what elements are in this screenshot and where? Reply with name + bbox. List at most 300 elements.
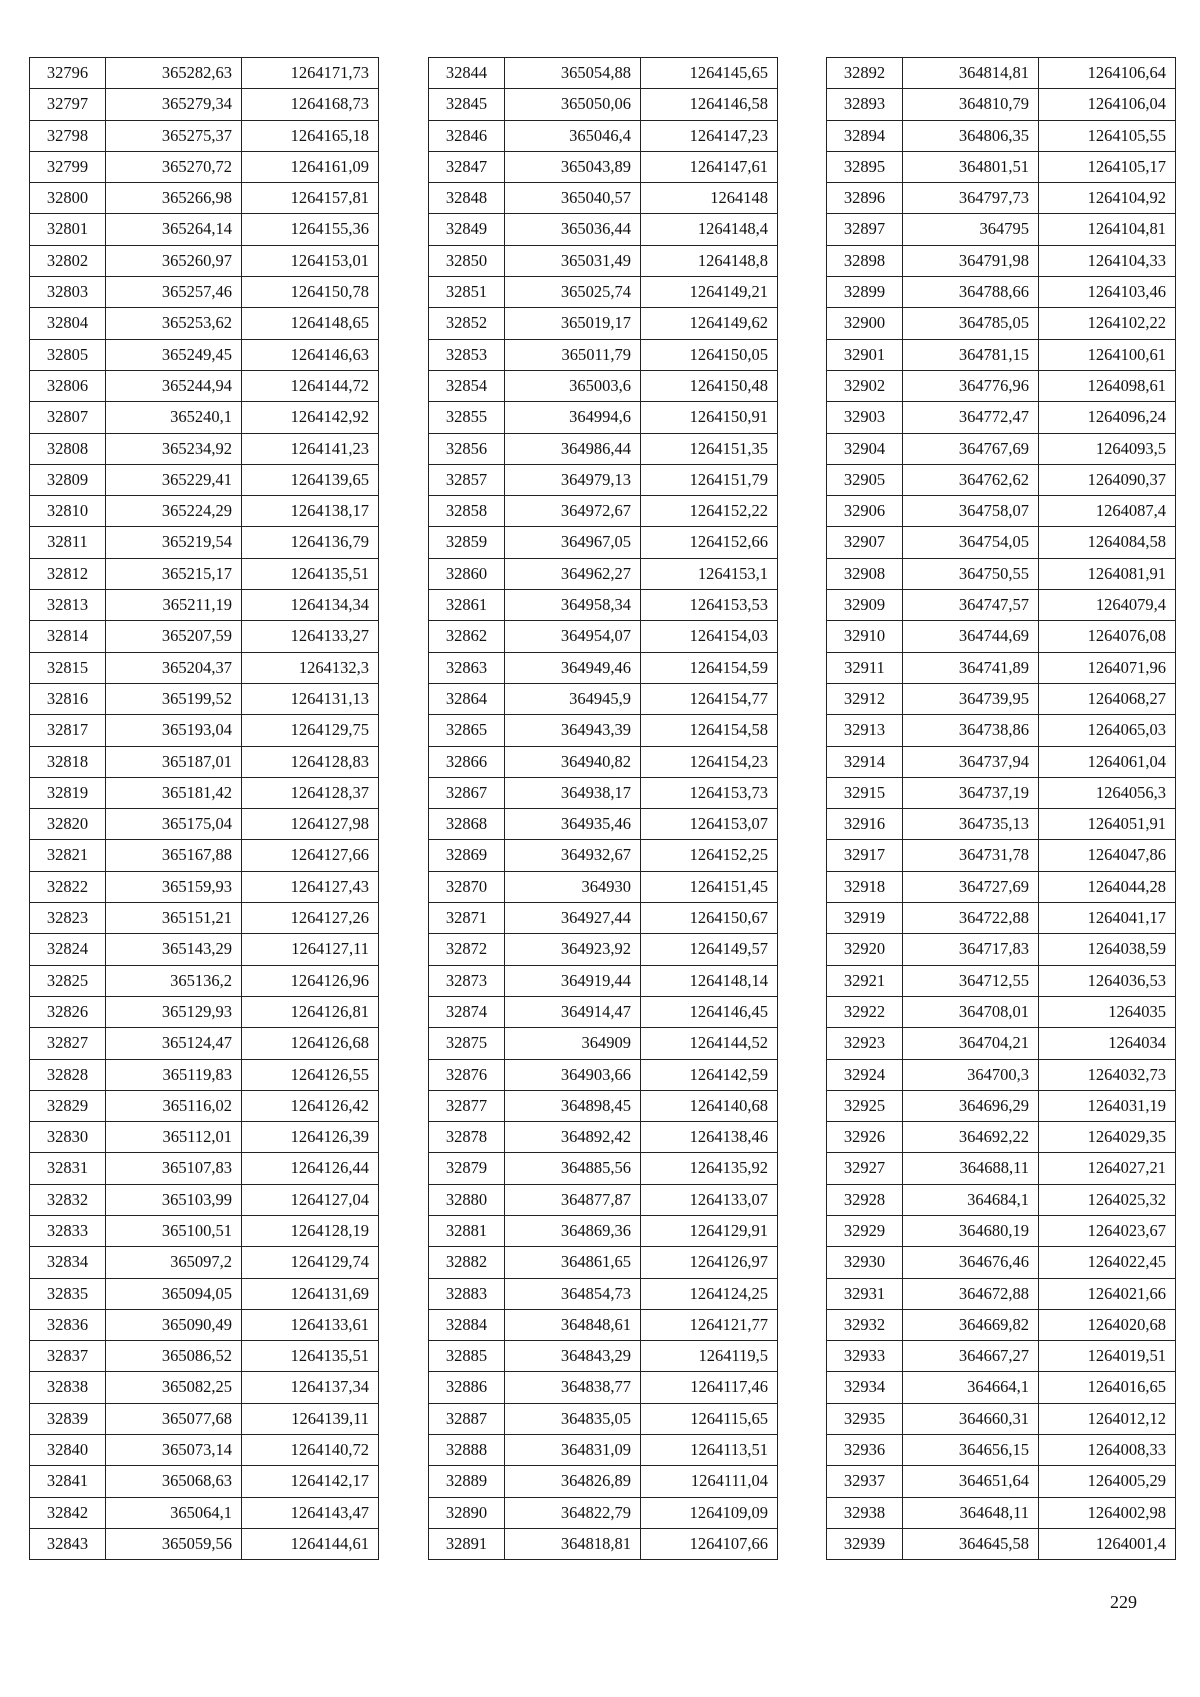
y-coordinate-cell: 1264051,91	[1039, 809, 1176, 840]
y-coordinate-cell: 1264152,22	[641, 496, 778, 527]
x-coordinate-cell: 365270,72	[106, 151, 242, 182]
table-row	[30, 777, 379, 808]
point-number-cell: 32805	[30, 339, 106, 370]
x-coordinate-cell: 364704,21	[903, 1028, 1039, 1059]
y-coordinate-cell: 1264032,73	[1039, 1059, 1176, 1090]
point-number-cell: 32938	[827, 1497, 903, 1528]
x-coordinate-cell: 364741,89	[903, 652, 1039, 683]
point-number-cell: 32814	[30, 621, 106, 652]
point-number-cell: 32812	[30, 558, 106, 589]
x-coordinate-cell: 364932,67	[505, 840, 641, 871]
x-coordinate-cell: 364651,64	[903, 1466, 1039, 1497]
point-number-cell: 32916	[827, 809, 903, 840]
y-coordinate-cell: 1264148	[641, 183, 778, 214]
point-number-cell: 32844	[429, 58, 505, 89]
point-number-cell: 32923	[827, 1028, 903, 1059]
y-coordinate-cell: 1264044,28	[1039, 871, 1176, 902]
point-number-cell: 32930	[827, 1247, 903, 1278]
x-coordinate-cell: 365054,88	[505, 58, 641, 89]
table-row	[827, 746, 1176, 777]
x-coordinate-cell: 365199,52	[106, 683, 242, 714]
y-coordinate-cell: 1264153,53	[641, 590, 778, 621]
y-coordinate-cell: 1264146,63	[242, 339, 379, 370]
point-number-cell: 32912	[827, 683, 903, 714]
table-row	[827, 214, 1176, 245]
y-coordinate-cell: 1264104,92	[1039, 183, 1176, 214]
y-coordinate-cell: 1264149,21	[641, 277, 778, 308]
y-coordinate-cell: 1264126,42	[242, 1090, 379, 1121]
y-coordinate-cell: 1264127,04	[242, 1184, 379, 1215]
table-row	[429, 245, 778, 276]
point-number-cell: 32859	[429, 527, 505, 558]
x-coordinate-cell: 364909	[505, 1028, 641, 1059]
point-number-cell: 32897	[827, 214, 903, 245]
y-coordinate-cell: 1264012,12	[1039, 1403, 1176, 1434]
x-coordinate-cell: 364684,1	[903, 1184, 1039, 1215]
point-number-cell: 32842	[30, 1497, 106, 1528]
y-coordinate-cell: 1264152,25	[641, 840, 778, 871]
point-number-cell: 32843	[30, 1528, 106, 1559]
table-row	[429, 1435, 778, 1466]
point-number-cell: 32828	[30, 1059, 106, 1090]
point-number-cell: 32894	[827, 120, 903, 151]
x-coordinate-cell: 364754,05	[903, 527, 1039, 558]
x-coordinate-cell: 364739,95	[903, 683, 1039, 714]
x-coordinate-cell: 365031,49	[505, 245, 641, 276]
table-row	[429, 1184, 778, 1215]
table-row	[429, 715, 778, 746]
point-number-cell: 32903	[827, 402, 903, 433]
table-row	[827, 277, 1176, 308]
table-row	[30, 996, 379, 1027]
x-coordinate-cell: 364935,46	[505, 809, 641, 840]
table-row	[827, 89, 1176, 120]
table-row	[30, 464, 379, 495]
table-row	[429, 120, 778, 151]
y-coordinate-cell: 1264135,51	[242, 1341, 379, 1372]
table-row	[429, 1278, 778, 1309]
x-coordinate-cell: 364903,66	[505, 1059, 641, 1090]
y-coordinate-cell: 1264079,4	[1039, 590, 1176, 621]
table-row	[30, 214, 379, 245]
point-number-cell: 32892	[827, 58, 903, 89]
x-coordinate-cell: 365103,99	[106, 1184, 242, 1215]
point-number-cell: 32907	[827, 527, 903, 558]
x-coordinate-cell: 364943,39	[505, 715, 641, 746]
coordinate-table-3	[826, 57, 1176, 1560]
y-coordinate-cell: 1264152,66	[641, 527, 778, 558]
x-coordinate-cell: 364722,88	[903, 903, 1039, 934]
y-coordinate-cell: 1264127,43	[242, 871, 379, 902]
x-coordinate-cell: 364885,56	[505, 1153, 641, 1184]
table-row	[827, 934, 1176, 965]
y-coordinate-cell: 1264126,96	[242, 965, 379, 996]
point-number-cell: 32811	[30, 527, 106, 558]
y-coordinate-cell: 1264147,23	[641, 120, 778, 151]
y-coordinate-cell: 1264005,29	[1039, 1466, 1176, 1497]
point-number-cell: 32931	[827, 1278, 903, 1309]
point-number-cell: 32901	[827, 339, 903, 370]
x-coordinate-cell: 364747,57	[903, 590, 1039, 621]
x-coordinate-cell: 364958,34	[505, 590, 641, 621]
x-coordinate-cell: 364772,47	[903, 402, 1039, 433]
x-coordinate-cell: 364708,01	[903, 996, 1039, 1027]
y-coordinate-cell: 1264029,35	[1039, 1122, 1176, 1153]
table-row	[827, 245, 1176, 276]
y-coordinate-cell: 1264148,8	[641, 245, 778, 276]
table-row	[429, 370, 778, 401]
y-coordinate-cell: 1264119,5	[641, 1341, 778, 1372]
y-coordinate-cell: 1264100,61	[1039, 339, 1176, 370]
y-coordinate-cell: 1264140,72	[242, 1435, 379, 1466]
y-coordinate-cell: 1264151,45	[641, 871, 778, 902]
y-coordinate-cell: 1264148,4	[641, 214, 778, 245]
table-row	[429, 1028, 778, 1059]
table-row	[30, 965, 379, 996]
point-number-cell: 32876	[429, 1059, 505, 1090]
x-coordinate-cell: 364727,69	[903, 871, 1039, 902]
x-coordinate-cell: 364801,51	[903, 151, 1039, 182]
x-coordinate-cell: 364986,44	[505, 433, 641, 464]
y-coordinate-cell: 1264138,17	[242, 496, 379, 527]
y-coordinate-cell: 1264081,91	[1039, 558, 1176, 589]
table-row	[827, 183, 1176, 214]
point-number-cell: 32879	[429, 1153, 505, 1184]
table-row	[429, 683, 778, 714]
y-coordinate-cell: 1264145,65	[641, 58, 778, 89]
table-row	[429, 1403, 778, 1434]
x-coordinate-cell: 365264,14	[106, 214, 242, 245]
table-row	[827, 1309, 1176, 1340]
y-coordinate-cell: 1264153,01	[242, 245, 379, 276]
table-row	[30, 1184, 379, 1215]
x-coordinate-cell: 365025,74	[505, 277, 641, 308]
x-coordinate-cell: 364781,15	[903, 339, 1039, 370]
point-number-cell: 32890	[429, 1497, 505, 1528]
point-number-cell: 32899	[827, 277, 903, 308]
y-coordinate-cell: 1264132,3	[242, 652, 379, 683]
point-number-cell: 32796	[30, 58, 106, 89]
point-number-cell: 32905	[827, 464, 903, 495]
y-coordinate-cell: 1264105,17	[1039, 151, 1176, 182]
x-coordinate-cell: 364854,73	[505, 1278, 641, 1309]
point-number-cell: 32893	[827, 89, 903, 120]
y-coordinate-cell: 1264129,91	[641, 1215, 778, 1246]
table-row	[429, 621, 778, 652]
point-number-cell: 32804	[30, 308, 106, 339]
y-coordinate-cell: 1264023,67	[1039, 1215, 1176, 1246]
y-coordinate-cell: 1264137,34	[242, 1372, 379, 1403]
point-number-cell: 32848	[429, 183, 505, 214]
table-row	[30, 590, 379, 621]
point-number-cell: 32929	[827, 1215, 903, 1246]
y-coordinate-cell: 1264103,46	[1039, 277, 1176, 308]
y-coordinate-cell: 1264105,55	[1039, 120, 1176, 151]
x-coordinate-cell: 364914,47	[505, 996, 641, 1027]
y-coordinate-cell: 1264140,68	[641, 1090, 778, 1121]
x-coordinate-cell: 365036,44	[505, 214, 641, 245]
table-row	[30, 183, 379, 214]
table-row	[30, 558, 379, 589]
x-coordinate-cell: 365064,1	[106, 1497, 242, 1528]
table-row	[30, 1215, 379, 1246]
table-row	[827, 1247, 1176, 1278]
point-number-cell: 32864	[429, 683, 505, 714]
x-coordinate-cell: 365240,1	[106, 402, 242, 433]
y-coordinate-cell: 1264128,19	[242, 1215, 379, 1246]
point-number-cell: 32915	[827, 777, 903, 808]
point-number-cell: 32877	[429, 1090, 505, 1121]
point-number-cell: 32821	[30, 840, 106, 871]
y-coordinate-cell: 1264131,13	[242, 683, 379, 714]
page-number: 229	[1110, 1592, 1137, 1612]
x-coordinate-cell: 364795	[903, 214, 1039, 245]
y-coordinate-cell: 1264002,98	[1039, 1497, 1176, 1528]
point-number-cell: 32807	[30, 402, 106, 433]
x-coordinate-cell: 364680,19	[903, 1215, 1039, 1246]
point-number-cell: 32935	[827, 1403, 903, 1434]
x-coordinate-cell: 364712,55	[903, 965, 1039, 996]
y-coordinate-cell: 1264117,46	[641, 1372, 778, 1403]
table-row	[827, 120, 1176, 151]
y-coordinate-cell: 1264126,68	[242, 1028, 379, 1059]
x-coordinate-cell: 364838,77	[505, 1372, 641, 1403]
table-row	[30, 809, 379, 840]
x-coordinate-cell: 364898,45	[505, 1090, 641, 1121]
table-row	[827, 402, 1176, 433]
y-coordinate-cell: 1264139,65	[242, 464, 379, 495]
table-row	[827, 1528, 1176, 1559]
y-coordinate-cell: 1264154,03	[641, 621, 778, 652]
x-coordinate-cell: 364938,17	[505, 777, 641, 808]
y-coordinate-cell: 1264133,61	[242, 1309, 379, 1340]
table-row	[429, 871, 778, 902]
point-number-cell: 32798	[30, 120, 106, 151]
table-row	[30, 683, 379, 714]
table-row	[30, 1278, 379, 1309]
table-row	[30, 89, 379, 120]
y-coordinate-cell: 1264135,92	[641, 1153, 778, 1184]
point-number-cell: 32861	[429, 590, 505, 621]
x-coordinate-cell: 364797,73	[903, 183, 1039, 214]
x-coordinate-cell: 364994,6	[505, 402, 641, 433]
table-row	[429, 1153, 778, 1184]
table-row	[429, 308, 778, 339]
point-number-cell: 32895	[827, 151, 903, 182]
point-number-cell: 32927	[827, 1153, 903, 1184]
y-coordinate-cell: 1264149,57	[641, 934, 778, 965]
point-number-cell: 32885	[429, 1341, 505, 1372]
x-coordinate-cell: 364700,3	[903, 1059, 1039, 1090]
table-row	[30, 527, 379, 558]
x-coordinate-cell: 364688,11	[903, 1153, 1039, 1184]
x-coordinate-cell: 364877,87	[505, 1184, 641, 1215]
x-coordinate-cell: 364806,35	[903, 120, 1039, 151]
table-row	[429, 1090, 778, 1121]
y-coordinate-cell: 1264153,07	[641, 809, 778, 840]
y-coordinate-cell: 1264149,62	[641, 308, 778, 339]
point-number-cell: 32934	[827, 1372, 903, 1403]
x-coordinate-cell: 364672,88	[903, 1278, 1039, 1309]
x-coordinate-cell: 364767,69	[903, 433, 1039, 464]
point-number-cell: 32904	[827, 433, 903, 464]
x-coordinate-cell: 364737,94	[903, 746, 1039, 777]
x-coordinate-cell: 365100,51	[106, 1215, 242, 1246]
x-coordinate-cell: 365187,01	[106, 746, 242, 777]
x-coordinate-cell: 365107,83	[106, 1153, 242, 1184]
table-row	[827, 1435, 1176, 1466]
point-number-cell: 32898	[827, 245, 903, 276]
table-row	[827, 1215, 1176, 1246]
point-number-cell: 32856	[429, 433, 505, 464]
x-coordinate-cell: 365260,97	[106, 245, 242, 276]
x-coordinate-cell: 364826,89	[505, 1466, 641, 1497]
table-row	[827, 965, 1176, 996]
table-row	[827, 1184, 1176, 1215]
table-row	[429, 965, 778, 996]
table-row	[429, 464, 778, 495]
point-number-cell: 32831	[30, 1153, 106, 1184]
x-coordinate-cell: 365040,57	[505, 183, 641, 214]
point-number-cell: 32909	[827, 590, 903, 621]
x-coordinate-cell: 364919,44	[505, 965, 641, 996]
x-coordinate-cell: 364869,36	[505, 1215, 641, 1246]
x-coordinate-cell: 364648,11	[903, 1497, 1039, 1528]
y-coordinate-cell: 1264142,17	[242, 1466, 379, 1497]
table-row	[30, 58, 379, 89]
point-number-cell: 32866	[429, 746, 505, 777]
y-coordinate-cell: 1264153,1	[641, 558, 778, 589]
point-number-cell: 32878	[429, 1122, 505, 1153]
x-coordinate-cell: 364940,82	[505, 746, 641, 777]
x-coordinate-cell: 365175,04	[106, 809, 242, 840]
y-coordinate-cell: 1264150,91	[641, 402, 778, 433]
y-coordinate-cell: 1264165,18	[242, 120, 379, 151]
x-coordinate-cell: 365282,63	[106, 58, 242, 89]
table-row	[429, 1466, 778, 1497]
table-row	[30, 151, 379, 182]
x-coordinate-cell: 364848,61	[505, 1309, 641, 1340]
table-row	[30, 339, 379, 370]
y-coordinate-cell: 1264087,4	[1039, 496, 1176, 527]
point-number-cell: 32818	[30, 746, 106, 777]
table-row	[429, 590, 778, 621]
x-coordinate-cell: 364810,79	[903, 89, 1039, 120]
table-row	[429, 527, 778, 558]
x-coordinate-cell: 365253,62	[106, 308, 242, 339]
table-row	[30, 1247, 379, 1278]
table-row	[827, 903, 1176, 934]
table-row	[429, 1528, 778, 1559]
x-coordinate-cell: 365266,98	[106, 183, 242, 214]
point-number-cell: 32874	[429, 996, 505, 1027]
table-row	[30, 1435, 379, 1466]
x-coordinate-cell: 365082,25	[106, 1372, 242, 1403]
x-coordinate-cell: 364822,79	[505, 1497, 641, 1528]
x-coordinate-cell: 364861,65	[505, 1247, 641, 1278]
point-number-cell: 32846	[429, 120, 505, 151]
table-row	[30, 1059, 379, 1090]
y-coordinate-cell: 1264154,58	[641, 715, 778, 746]
x-coordinate-cell: 365077,68	[106, 1403, 242, 1434]
y-coordinate-cell: 1264129,74	[242, 1247, 379, 1278]
point-number-cell: 32887	[429, 1403, 505, 1434]
table-row	[827, 433, 1176, 464]
y-coordinate-cell: 1264126,97	[641, 1247, 778, 1278]
point-number-cell: 32902	[827, 370, 903, 401]
point-number-cell: 32913	[827, 715, 903, 746]
table-row	[429, 183, 778, 214]
x-coordinate-cell: 364930	[505, 871, 641, 902]
table-row	[429, 1309, 778, 1340]
y-coordinate-cell: 1264084,58	[1039, 527, 1176, 558]
x-coordinate-cell: 364835,05	[505, 1403, 641, 1434]
y-coordinate-cell: 1264141,23	[242, 433, 379, 464]
x-coordinate-cell: 365073,14	[106, 1435, 242, 1466]
y-coordinate-cell: 1264142,59	[641, 1059, 778, 1090]
y-coordinate-cell: 1264153,73	[641, 777, 778, 808]
x-coordinate-cell: 365129,93	[106, 996, 242, 1027]
y-coordinate-cell: 1264061,04	[1039, 746, 1176, 777]
point-number-cell: 32928	[827, 1184, 903, 1215]
y-coordinate-cell: 1264154,77	[641, 683, 778, 714]
y-coordinate-cell: 1264107,66	[641, 1528, 778, 1559]
point-number-cell: 32834	[30, 1247, 106, 1278]
point-number-cell: 32852	[429, 308, 505, 339]
table-row	[827, 1466, 1176, 1497]
y-coordinate-cell: 1264150,48	[641, 370, 778, 401]
point-number-cell: 32863	[429, 652, 505, 683]
y-coordinate-cell: 1264127,66	[242, 840, 379, 871]
point-number-cell: 32797	[30, 89, 106, 120]
y-coordinate-cell: 1264150,67	[641, 903, 778, 934]
table-row	[30, 1028, 379, 1059]
x-coordinate-cell: 365215,17	[106, 558, 242, 589]
table-row	[827, 683, 1176, 714]
table-row	[30, 277, 379, 308]
x-coordinate-cell: 365229,41	[106, 464, 242, 495]
table-row	[827, 58, 1176, 89]
y-coordinate-cell: 1264126,55	[242, 1059, 379, 1090]
coordinate-table-2	[428, 57, 778, 1560]
point-number-cell: 32870	[429, 871, 505, 902]
point-number-cell: 32880	[429, 1184, 505, 1215]
y-coordinate-cell: 1264138,46	[641, 1122, 778, 1153]
x-coordinate-cell: 364962,27	[505, 558, 641, 589]
y-coordinate-cell: 1264135,51	[242, 558, 379, 589]
point-number-cell: 32830	[30, 1122, 106, 1153]
x-coordinate-cell: 364676,46	[903, 1247, 1039, 1278]
point-number-cell: 32914	[827, 746, 903, 777]
x-coordinate-cell: 365068,63	[106, 1466, 242, 1497]
point-number-cell: 32823	[30, 903, 106, 934]
x-coordinate-cell: 365059,56	[106, 1528, 242, 1559]
table-row	[30, 1090, 379, 1121]
point-number-cell: 32810	[30, 496, 106, 527]
point-number-cell: 32882	[429, 1247, 505, 1278]
y-coordinate-cell: 1264133,27	[242, 621, 379, 652]
x-coordinate-cell: 364645,58	[903, 1528, 1039, 1559]
point-number-cell: 32881	[429, 1215, 505, 1246]
y-coordinate-cell: 1264126,81	[242, 996, 379, 1027]
y-coordinate-cell: 1264144,72	[242, 370, 379, 401]
y-coordinate-cell: 1264111,04	[641, 1466, 778, 1497]
y-coordinate-cell: 1264008,33	[1039, 1435, 1176, 1466]
y-coordinate-cell: 1264065,03	[1039, 715, 1176, 746]
point-number-cell: 32841	[30, 1466, 106, 1497]
x-coordinate-cell: 364696,29	[903, 1090, 1039, 1121]
table-row	[827, 1278, 1176, 1309]
